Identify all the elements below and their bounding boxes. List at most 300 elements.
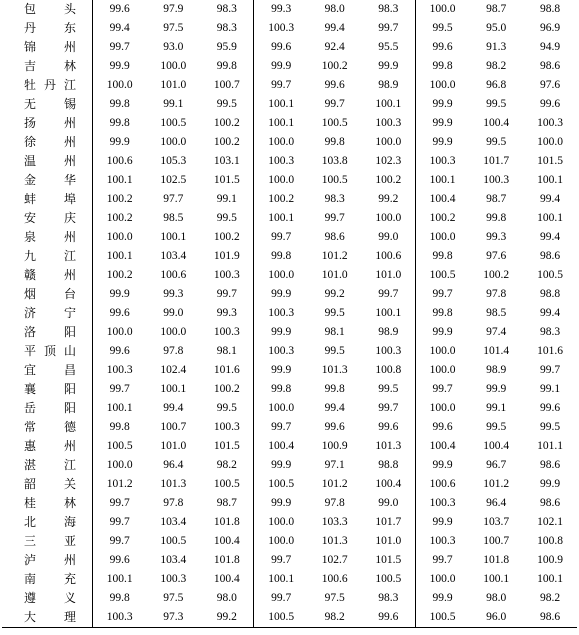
table-row: [2, 361, 577, 380]
index-value-cell: 98.9: [362, 76, 416, 95]
index-value-cell: 100.3: [200, 266, 254, 285]
index-value-cell: 100.0: [268, 516, 295, 528]
index-value-cell: 100.1: [537, 212, 563, 224]
index-value-cell: 100.0: [268, 136, 295, 148]
index-value-cell: 101.3: [362, 437, 416, 456]
city-name-cell: 洛 阳: [2, 323, 93, 342]
index-value-cell: 101.0: [160, 440, 187, 452]
index-value-cell: 103.7: [483, 516, 510, 528]
city-name-cell: 蚌 埠: [2, 190, 93, 209]
index-value-cell: 95.9: [200, 38, 254, 57]
index-value-cell: 99.9: [109, 288, 130, 300]
index-value-cell: 102.4: [160, 364, 187, 376]
index-value-cell: 100.0: [106, 326, 133, 338]
index-value-cell: 97.6: [539, 79, 561, 91]
index-value-cell: 97.5: [163, 22, 184, 34]
index-value-cell: 101.0: [321, 269, 348, 281]
index-value-cell: 99.3: [200, 304, 254, 323]
index-value-cell: 99.4: [324, 402, 345, 414]
index-value-cell: 101.2: [483, 478, 510, 490]
index-value-cell: 100.0: [268, 269, 295, 281]
index-value-cell: 100.5: [415, 608, 469, 628]
index-value-cell: 100.3: [429, 155, 456, 167]
index-value-cell: 99.5: [200, 399, 254, 418]
table-row: [2, 133, 577, 152]
index-value-cell: 99.7: [324, 98, 345, 110]
index-value-cell: 99.7: [362, 399, 416, 418]
index-value-cell: 105.3: [160, 155, 187, 167]
index-value-cell: 100.1: [362, 95, 416, 114]
index-value-cell: 98.9: [486, 364, 507, 376]
city-name-cell: 大 理: [2, 608, 93, 628]
city-name-cell: 北 海: [2, 513, 93, 532]
index-value-cell: 100.4: [200, 570, 254, 589]
index-value-cell: 98.6: [539, 60, 561, 72]
index-value-cell: 100.0: [429, 364, 456, 376]
index-value-cell: 99.6: [271, 41, 292, 53]
index-value-cell: 98.3: [539, 326, 561, 338]
index-value-cell: 98.7: [486, 193, 507, 205]
city-name-cell: 泸 州: [2, 551, 93, 570]
index-value-cell: 99.9: [432, 98, 453, 110]
index-value-cell: 99.0: [362, 494, 416, 513]
index-value-cell: 100.2: [429, 212, 456, 224]
index-value-cell: 99.4: [163, 402, 184, 414]
index-value-cell: 103.8: [321, 155, 348, 167]
index-value-cell: 99.6: [109, 345, 130, 357]
index-value-cell: 99.9: [362, 57, 416, 76]
table-row: [2, 551, 577, 570]
index-value-cell: 96.8: [486, 79, 507, 91]
index-value-cell: 100.0: [106, 459, 133, 471]
city-price-index-table: [2, 0, 577, 628]
table-row: [2, 456, 577, 475]
index-value-cell: 102.3: [362, 152, 416, 171]
table-row: [2, 57, 577, 76]
index-value-cell: 101.4: [483, 345, 510, 357]
index-value-cell: 98.9: [362, 323, 416, 342]
index-value-cell: 99.7: [539, 364, 561, 376]
table-row: [2, 399, 577, 418]
index-value-cell: 97.8: [163, 345, 184, 357]
index-value-cell: 98.6: [539, 497, 561, 509]
index-value-cell: 99.8: [432, 250, 453, 262]
index-value-cell: 99.7: [432, 383, 453, 395]
index-value-cell: 98.8: [362, 456, 416, 475]
index-value-cell: 99.9: [486, 383, 507, 395]
index-value-cell: 99.1: [163, 98, 184, 110]
index-value-cell: 97.3: [146, 608, 200, 628]
table-row: [2, 437, 577, 456]
index-value-cell: 98.8: [539, 288, 561, 300]
city-name-cell: 吉 林: [2, 57, 93, 76]
index-value-cell: 100.3: [362, 342, 416, 361]
index-value-cell: 100.5: [362, 570, 416, 589]
city-name-cell: 牡丹江: [2, 76, 93, 95]
index-value-cell: 101.9: [200, 247, 254, 266]
index-value-cell: 101.7: [362, 513, 416, 532]
index-value-cell: 100.7: [483, 535, 510, 547]
city-name-cell: 湛 江: [2, 456, 93, 475]
index-value-cell: 99.8: [271, 383, 292, 395]
index-value-cell: 100.2: [200, 114, 254, 133]
table-row: [2, 228, 577, 247]
index-value-cell: 99.4: [539, 231, 561, 243]
index-value-cell: 100.1: [537, 174, 563, 186]
index-value-cell: 99.8: [109, 421, 130, 433]
index-value-cell: 100.1: [106, 573, 133, 585]
index-value-cell: 100.3: [268, 155, 295, 167]
index-value-cell: 99.7: [109, 383, 130, 395]
index-value-cell: 99.5: [324, 345, 345, 357]
index-value-cell: 99.2: [324, 288, 345, 300]
table-row: [2, 95, 577, 114]
index-value-cell: 99.4: [324, 22, 345, 34]
index-value-cell: 97.8: [486, 288, 507, 300]
table-row: [2, 342, 577, 361]
table-row: [2, 19, 577, 38]
index-value-cell: 98.0: [200, 589, 254, 608]
index-value-cell: 99.4: [539, 193, 561, 205]
index-value-cell: 100.4: [429, 193, 456, 205]
index-value-cell: 100.2: [483, 269, 510, 281]
index-value-cell: 99.9: [432, 592, 453, 604]
index-value-cell: 100.1: [362, 304, 416, 323]
city-name-cell: 桂 林: [2, 494, 93, 513]
index-value-cell: 99.6: [109, 554, 130, 566]
index-value-cell: 98.3: [362, 589, 416, 608]
index-value-cell: 101.0: [160, 79, 187, 91]
table-row: [2, 532, 577, 551]
index-value-cell: 99.6: [109, 3, 130, 15]
index-value-cell: 100.6: [321, 573, 348, 585]
city-name-cell: 遵 义: [2, 589, 93, 608]
index-value-cell: 100.0: [268, 402, 295, 414]
index-value-cell: 98.5: [163, 212, 184, 224]
index-value-cell: 100.6: [160, 269, 187, 281]
index-value-cell: 99.9: [271, 364, 292, 376]
city-name-cell: 平顶山: [2, 342, 93, 361]
index-value-cell: 100.0: [429, 402, 456, 414]
index-value-cell: 98.3: [200, 19, 254, 38]
index-value-cell: 99.5: [486, 421, 507, 433]
index-value-cell: 98.3: [324, 193, 345, 205]
index-value-cell: 99.5: [486, 136, 507, 148]
index-value-cell: 100.2: [106, 269, 133, 281]
index-value-cell: 103.4: [160, 516, 187, 528]
index-value-cell: 99.7: [432, 554, 453, 566]
index-value-cell: 99.7: [432, 288, 453, 300]
index-value-cell: 100.3: [200, 323, 254, 342]
index-value-cell: 100.4: [483, 440, 510, 452]
index-value-cell: 99.8: [324, 383, 345, 395]
index-value-cell: 101.6: [200, 361, 254, 380]
index-value-cell: 103.3: [321, 516, 348, 528]
index-value-cell: 99.9: [432, 136, 453, 148]
index-value-cell: 99.8: [324, 136, 345, 148]
index-value-cell: 98.2: [486, 60, 507, 72]
index-value-cell: 99.7: [200, 285, 254, 304]
city-name-cell: 烟 台: [2, 285, 93, 304]
index-value-cell: 100.0: [268, 535, 295, 547]
index-value-cell: 100.7: [200, 76, 254, 95]
index-value-cell: 100.6: [106, 155, 133, 167]
index-value-cell: 100.0: [160, 136, 187, 148]
index-value-cell: 100.4: [429, 440, 456, 452]
index-value-cell: 100.2: [200, 133, 254, 152]
index-value-cell: 100.7: [160, 421, 187, 433]
index-value-cell: 100.3: [268, 22, 295, 34]
index-value-cell: 98.6: [523, 608, 577, 628]
index-value-cell: 100.4: [362, 475, 416, 494]
index-value-cell: 100.3: [106, 364, 133, 376]
table-row: [2, 323, 577, 342]
index-value-cell: 99.8: [109, 592, 130, 604]
index-value-cell: 100.1: [160, 383, 187, 395]
index-value-cell: 98.7: [486, 3, 507, 15]
index-value-cell: 100.3: [93, 608, 147, 628]
index-value-cell: 99.4: [109, 22, 130, 34]
table-row: [2, 209, 577, 228]
index-value-cell: 99.9: [432, 117, 453, 129]
index-value-cell: 99.5: [362, 380, 416, 399]
index-value-cell: 100.0: [160, 60, 187, 72]
index-value-cell: 99.9: [109, 136, 130, 148]
index-value-cell: 99.5: [324, 307, 345, 319]
table-row: [2, 285, 577, 304]
index-value-cell: 100.1: [268, 212, 295, 224]
index-value-cell: 101.6: [537, 345, 563, 357]
index-value-cell: 100.1: [106, 402, 133, 414]
city-name-cell: 扬 州: [2, 114, 93, 133]
index-value-cell: 100.1: [429, 174, 456, 186]
index-value-cell: 100.1: [537, 573, 563, 585]
index-value-cell: 99.7: [109, 535, 130, 547]
index-value-cell: 100.8: [362, 361, 416, 380]
index-value-cell: 100.0: [429, 79, 456, 91]
index-value-cell: 99.2: [200, 608, 254, 628]
index-value-cell: 99.0: [362, 228, 416, 247]
table-row: [2, 190, 577, 209]
index-value-cell: 96.0: [469, 608, 523, 628]
index-value-cell: 99.6: [109, 307, 130, 319]
index-value-cell: 99.7: [271, 554, 292, 566]
index-value-cell: 99.9: [432, 516, 453, 528]
index-value-cell: 99.6: [362, 608, 416, 628]
index-value-cell: 99.5: [432, 22, 453, 34]
city-name-cell: 九 江: [2, 247, 93, 266]
city-name-cell: 南 充: [2, 570, 93, 589]
index-value-cell: 99.7: [109, 497, 130, 509]
index-value-cell: 95.5: [362, 38, 416, 57]
index-value-cell: 100.0: [362, 209, 416, 228]
index-value-cell: 100.4: [268, 440, 295, 452]
index-value-cell: 100.5: [321, 174, 348, 186]
index-value-cell: 100.5: [268, 478, 295, 490]
city-name-cell: 金 华: [2, 171, 93, 190]
index-value-cell: 99.8: [109, 117, 130, 129]
index-value-cell: 100.5: [254, 608, 308, 628]
index-value-cell: 100.0: [106, 231, 133, 243]
index-value-cell: 100.2: [106, 212, 133, 224]
city-name-cell: 宜 昌: [2, 361, 93, 380]
index-value-cell: 95.0: [486, 22, 507, 34]
index-value-cell: 101.3: [321, 535, 348, 547]
index-value-cell: 99.1: [200, 190, 254, 209]
table-row: [2, 247, 577, 266]
index-value-cell: 98.8: [539, 3, 561, 15]
index-value-cell: 97.7: [163, 193, 184, 205]
city-name-cell: 襄 阳: [2, 380, 93, 399]
index-value-cell: 100.1: [483, 573, 510, 585]
index-value-cell: 94.9: [539, 41, 561, 53]
index-value-cell: 97.8: [324, 497, 345, 509]
index-value-cell: 98.1: [200, 342, 254, 361]
city-name-cell: 韶 关: [2, 475, 93, 494]
index-value-cell: 103.4: [160, 250, 187, 262]
index-value-cell: 101.5: [537, 155, 563, 167]
index-value-cell: 100.3: [268, 345, 295, 357]
index-value-cell: 99.6: [432, 421, 453, 433]
table-row: [2, 589, 577, 608]
index-value-cell: 99.6: [362, 418, 416, 437]
table-row: [2, 152, 577, 171]
index-value-cell: 99.7: [271, 231, 292, 243]
city-name-cell: 赣 州: [2, 266, 93, 285]
index-value-cell: 93.0: [163, 41, 184, 53]
index-value-cell: 100.5: [321, 117, 348, 129]
index-value-cell: 100.1: [106, 174, 133, 186]
city-name-cell: 丹 东: [2, 19, 93, 38]
index-value-cell: 100.0: [429, 3, 456, 15]
index-value-cell: 99.9: [109, 60, 130, 72]
index-value-cell: 100.2: [321, 60, 348, 72]
index-value-cell: 100.0: [160, 326, 187, 338]
index-value-cell: 100.2: [200, 228, 254, 247]
index-value-cell: 99.5: [539, 421, 561, 433]
table-row: [2, 76, 577, 95]
index-value-cell: 101.8: [200, 513, 254, 532]
index-value-cell: 100.0: [429, 231, 456, 243]
index-value-cell: 99.6: [539, 402, 561, 414]
index-value-cell: 99.9: [432, 326, 453, 338]
index-value-cell: 101.8: [483, 554, 510, 566]
index-value-cell: 103.1: [200, 152, 254, 171]
index-value-cell: 98.6: [539, 459, 561, 471]
index-value-cell: 99.9: [271, 60, 292, 72]
index-value-cell: 100.4: [483, 117, 510, 129]
index-value-cell: 99.7: [362, 19, 416, 38]
index-value-cell: 101.5: [200, 437, 254, 456]
index-value-cell: 98.6: [539, 250, 561, 262]
index-value-cell: 99.6: [324, 79, 345, 91]
city-name-cell: 惠 州: [2, 437, 93, 456]
index-value-cell: 100.0: [429, 573, 456, 585]
index-value-cell: 96.9: [539, 22, 561, 34]
index-value-cell: 100.3: [429, 535, 456, 547]
index-value-cell: 100.0: [429, 345, 456, 357]
index-value-cell: 101.8: [200, 551, 254, 570]
index-value-cell: 98.3: [200, 0, 254, 19]
index-value-cell: 100.2: [200, 380, 254, 399]
index-value-cell: 99.4: [539, 307, 561, 319]
city-name-cell: 锦 州: [2, 38, 93, 57]
index-value-cell: 97.5: [324, 592, 345, 604]
table-row: [2, 380, 577, 399]
index-value-cell: 92.4: [324, 41, 345, 53]
index-value-cell: 98.7: [200, 494, 254, 513]
index-value-cell: 100.5: [160, 117, 187, 129]
city-name-cell: 三 亚: [2, 532, 93, 551]
table-row: [2, 304, 577, 323]
index-value-cell: 102.1: [537, 516, 563, 528]
index-value-cell: 101.1: [537, 440, 563, 452]
index-value-cell: 99.8: [109, 98, 130, 110]
index-value-cell: 99.8: [271, 250, 292, 262]
index-value-cell: 99.7: [271, 592, 292, 604]
index-value-cell: 101.2: [106, 478, 133, 490]
index-value-cell: 102.7: [321, 554, 348, 566]
index-value-cell: 100.4: [200, 532, 254, 551]
city-name-cell: 泉 州: [2, 228, 93, 247]
index-value-cell: 101.7: [483, 155, 510, 167]
index-value-cell: 99.8: [432, 60, 453, 72]
index-value-cell: 100.0: [362, 133, 416, 152]
index-value-cell: 98.3: [362, 0, 416, 19]
index-value-cell: 99.7: [109, 41, 130, 53]
index-value-cell: 97.8: [163, 497, 184, 509]
city-name-cell: 岳 阳: [2, 399, 93, 418]
index-value-cell: 100.2: [106, 193, 133, 205]
index-value-cell: 99.7: [362, 285, 416, 304]
table-row: [2, 418, 577, 437]
index-value-cell: 99.7: [271, 79, 292, 91]
index-value-cell: 100.1: [106, 250, 133, 262]
index-value-cell: 99.7: [271, 421, 292, 433]
table-row: [2, 38, 577, 57]
index-value-cell: 100.1: [268, 98, 295, 110]
index-value-cell: 99.8: [200, 57, 254, 76]
index-value-cell: 99.9: [271, 497, 292, 509]
index-value-cell: 97.6: [486, 250, 507, 262]
city-name-cell: 济 宁: [2, 304, 93, 323]
table-row: [2, 608, 577, 628]
table-row: [2, 494, 577, 513]
index-value-cell: 99.9: [539, 478, 561, 490]
index-value-cell: 101.5: [362, 551, 416, 570]
index-value-cell: 97.4: [486, 326, 507, 338]
index-value-cell: 100.9: [537, 554, 563, 566]
index-value-cell: 98.6: [324, 231, 345, 243]
index-value-cell: 101.3: [160, 478, 187, 490]
index-value-cell: 98.0: [324, 3, 345, 15]
index-value-cell: 98.5: [486, 307, 507, 319]
index-value-cell: 99.0: [163, 307, 184, 319]
city-name-cell: 包 头: [2, 0, 93, 19]
table-row: [2, 171, 577, 190]
index-value-cell: 100.9: [321, 440, 348, 452]
index-value-cell: 99.8: [432, 307, 453, 319]
index-value-cell: 96.4: [486, 497, 507, 509]
index-value-cell: 100.5: [106, 440, 133, 452]
city-name-cell: 无 锡: [2, 95, 93, 114]
index-value-cell: 100.5: [537, 269, 563, 281]
index-value-cell: 100.5: [429, 269, 456, 281]
index-value-cell: 99.1: [486, 402, 507, 414]
index-value-cell: 99.2: [362, 190, 416, 209]
index-value-cell: 99.9: [271, 288, 292, 300]
index-value-cell: 100.0: [537, 136, 563, 148]
